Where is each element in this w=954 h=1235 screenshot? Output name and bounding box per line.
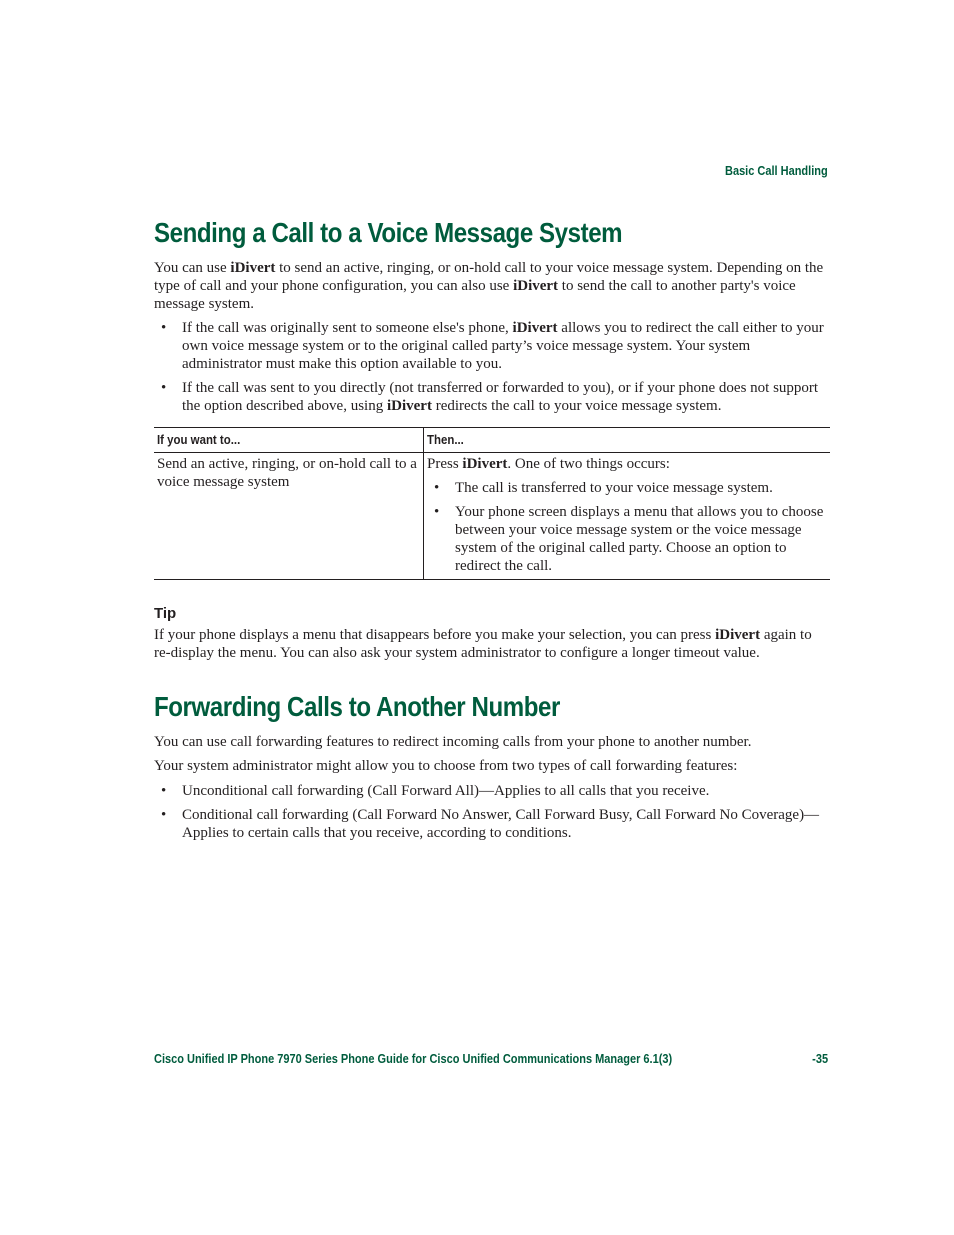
list-item: • The call is transferred to your voice message system. bbox=[427, 479, 827, 497]
section-title-voice-message: Sending a Call to a Voice Message System bbox=[154, 217, 623, 248]
section2-paragraph: You can use call forwarding features to redirect incoming calls from your phone to another number. bbox=[154, 734, 752, 750]
section-title-forwarding: Forwarding Calls to Another Number bbox=[154, 691, 560, 722]
idivert-table bbox=[154, 427, 830, 580]
list-item: • Conditional call forwarding (Call Forward No Answer, Call Forward Busy, Call Forward No Coverage)—Applies to certain calls that you receive, according to conditions. bbox=[154, 806, 830, 842]
tip-text: If your phone displays a menu that disappears before you make your selection, you can press iDivert again to re-display the menu. You can also ask your system administrator to configure a longer timeout value. bbox=[154, 627, 812, 661]
section2-paragraph: Your system administrator might allow you to choose from two types of call forwarding features: bbox=[154, 758, 738, 774]
list-item: • Unconditional call forwarding (Call Forward All)—Applies to all calls that you receive. bbox=[154, 782, 830, 800]
idivert-softkey: iDivert bbox=[230, 260, 276, 276]
table-cell-then: Press iDivert. One of two things occurs: • The call is transferred to your voice message system. • Your phone screen displays a menu that allows you to choose between your voice message system or the voice message system of the original called party. Choose an option to redirect the call. bbox=[424, 453, 831, 580]
table-header-row bbox=[154, 428, 830, 453]
page-content bbox=[154, 214, 830, 842]
list-item: • Your phone screen displays a menu that allows you to choose between your voice message system or the voice message system of the original called party. Choose an option to redirect the call. bbox=[427, 503, 827, 575]
table-header-want: If you want to... bbox=[154, 428, 424, 453]
table-row bbox=[154, 453, 830, 580]
section1-bullets bbox=[154, 319, 830, 415]
footer-guide-title: Cisco Unified IP Phone 7970 Series Phone Guide for Cisco Unified Communications Manager 6.1(3) bbox=[154, 1052, 673, 1066]
section1-intro: You can use iDivert to send an active, ringing, or on-hold call to your voice message system. Depending on the type of call and your phone configuration, you can also use iDivert to send the call to another party's voice message system. bbox=[154, 260, 824, 312]
tip-heading: Tip bbox=[154, 605, 177, 622]
page-number: -35 bbox=[812, 1052, 828, 1066]
running-header: Basic Call Handling bbox=[725, 164, 828, 178]
list-item: • If the call was sent to you directly (not transferred or forwarded to you), or if your phone does not support the option described above, using iDivert redirects the call to your voice message system. bbox=[154, 379, 830, 415]
idivert-softkey: iDivert bbox=[513, 278, 559, 294]
list-item: • If the call was originally sent to someone else's phone, iDivert allows you to redirect the call either to your own voice message system or to the original called party’s voice message system. Your system administrator must make this option available to you. bbox=[154, 319, 830, 373]
section2-bullets bbox=[154, 782, 830, 842]
table-cell-want: Send an active, ringing, or on-hold call to a voice message system bbox=[154, 453, 424, 580]
table-header-then: Then... bbox=[424, 428, 831, 453]
